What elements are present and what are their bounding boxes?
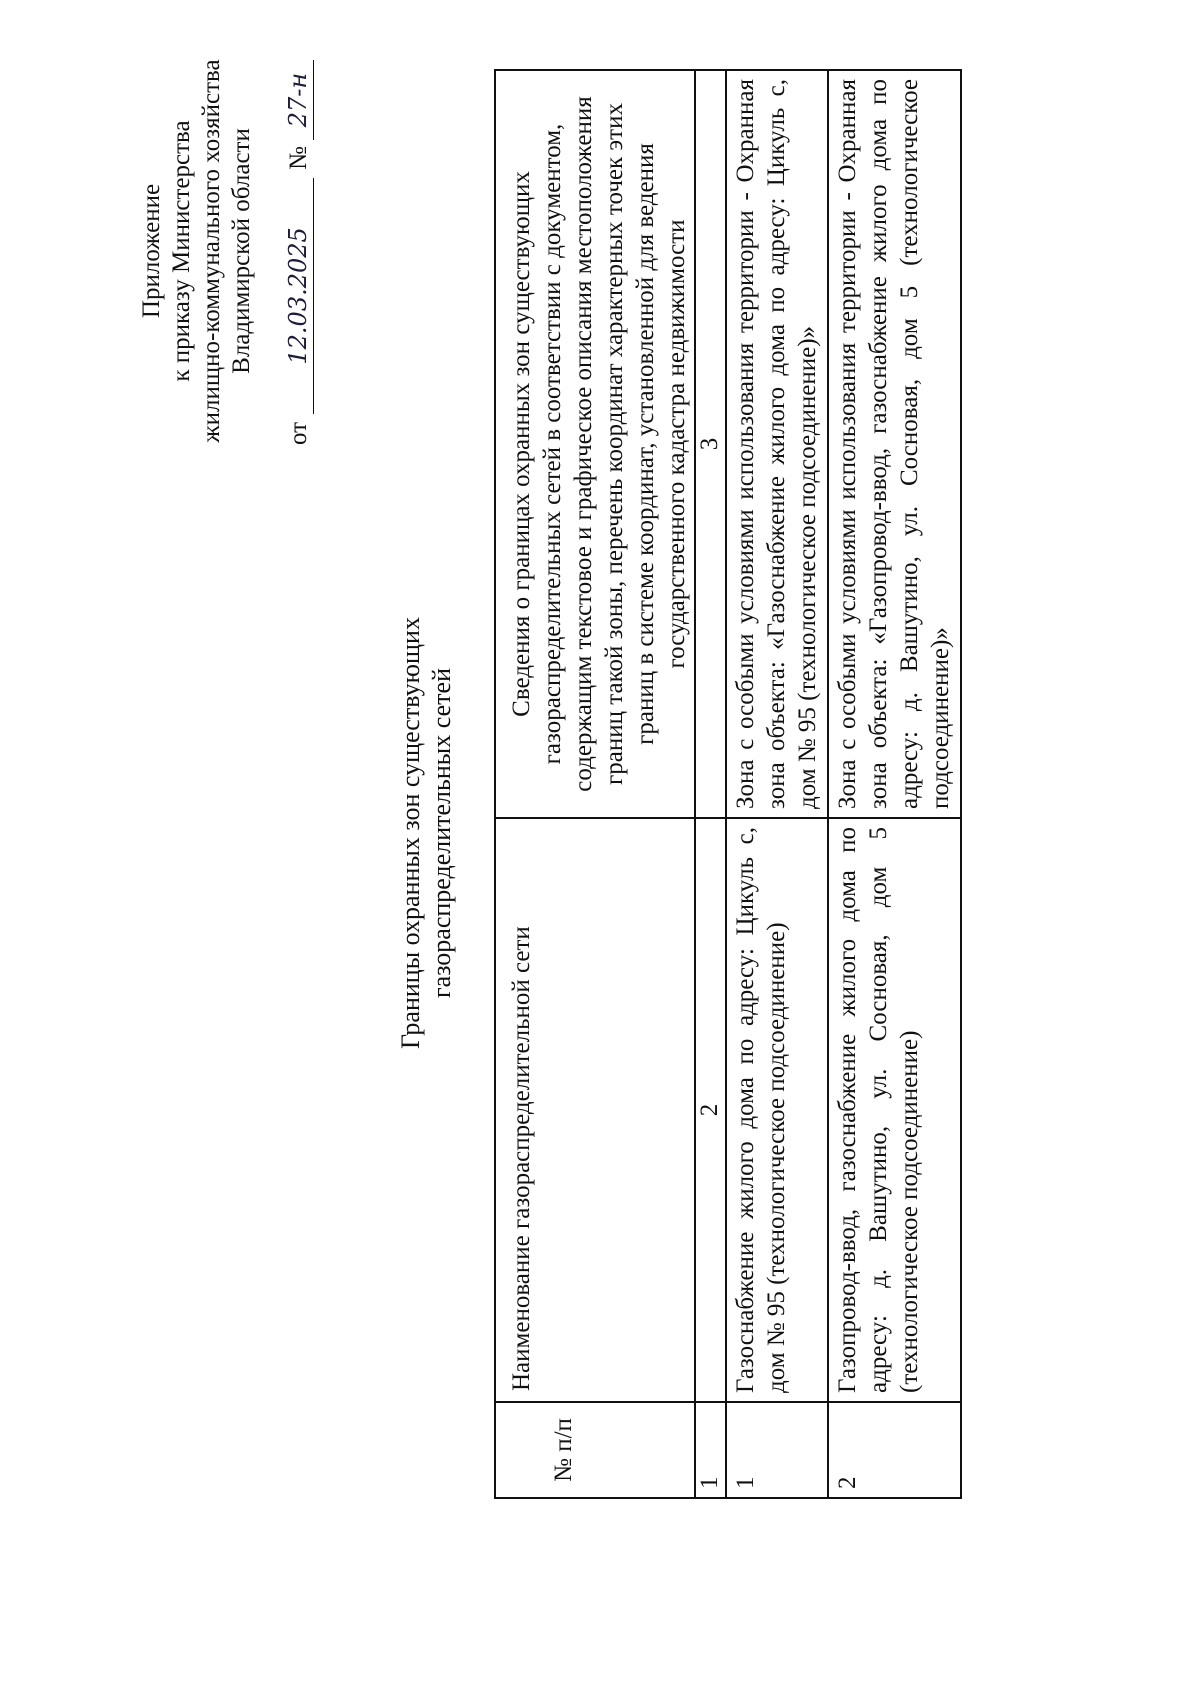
table-header-row (495, 70, 695, 1498)
row-zone-info: Зона с особыми условиями использования территории - Охранная зона объекта: «Газоснабжение жилого дома по адресу: Цикуль с, дом № 95 (технологическое подсоединение)» (726, 70, 828, 818)
order-date-prefix: от (285, 421, 312, 445)
column-index-1: 1 (695, 1402, 726, 1498)
order-number-label: № (285, 146, 312, 170)
order-date-number-line (283, 21, 314, 481)
column-index-2: 2 (695, 818, 726, 1402)
table-row (726, 70, 828, 1498)
approval-line-2: к приказу Министерства (168, 120, 195, 382)
row-network-name: Газоснабжение жилого дома по адресу: Цикуль с, дом № 95 (технологическое подсоединение) (726, 818, 828, 1402)
header-info: Сведения о границах охранных зон существующих газораспределительных сетей в соответствии с документом, содержащим текстовое и графическое описания местоположения границ такой зоны, перечень координат характерных точек этих границ в системе координат, установленной для ведения государственного кадастра недвижимости (495, 70, 695, 818)
approval-line-1: Приложение (138, 183, 165, 319)
row-number: 1 (726, 1402, 828, 1498)
table-row (828, 70, 961, 1498)
document-title (395, 603, 457, 1063)
column-index-3: 3 (695, 70, 726, 818)
row-number: 2 (828, 1402, 961, 1498)
header-name: Наименование газораспределительной сети (495, 818, 695, 1402)
document-title-line-1: Границы охранных зон существующих (396, 617, 425, 1049)
header-num: № п/п (495, 1402, 695, 1498)
row-zone-info: Зона с особыми условиями использования территории - Охранная зона объекта: «Газопровод-ввод, газоснабжение жилого дома по адресу: д. Вашутино, ул. Сосновая, дом 5 (технологическое подсоединение)» (828, 70, 961, 818)
column-index-row (695, 70, 726, 1498)
row-network-name: Газопровод-ввод, газоснабжение жилого дома по адресу: д. Вашутино, ул. Сосновая, дом 5 (технологическое подсоединение) (828, 818, 961, 1402)
approval-line-4: Владимирской области (228, 128, 255, 374)
document-title-line-2: газораспределительных сетей (427, 668, 456, 999)
approval-line-3: жилищно-коммунального хозяйства (198, 59, 225, 443)
order-date-value: 12.03.2025 (283, 178, 314, 414)
approval-block (137, 21, 314, 481)
protection-zones-table (494, 69, 962, 1499)
order-number-value: 27-н (283, 60, 314, 140)
